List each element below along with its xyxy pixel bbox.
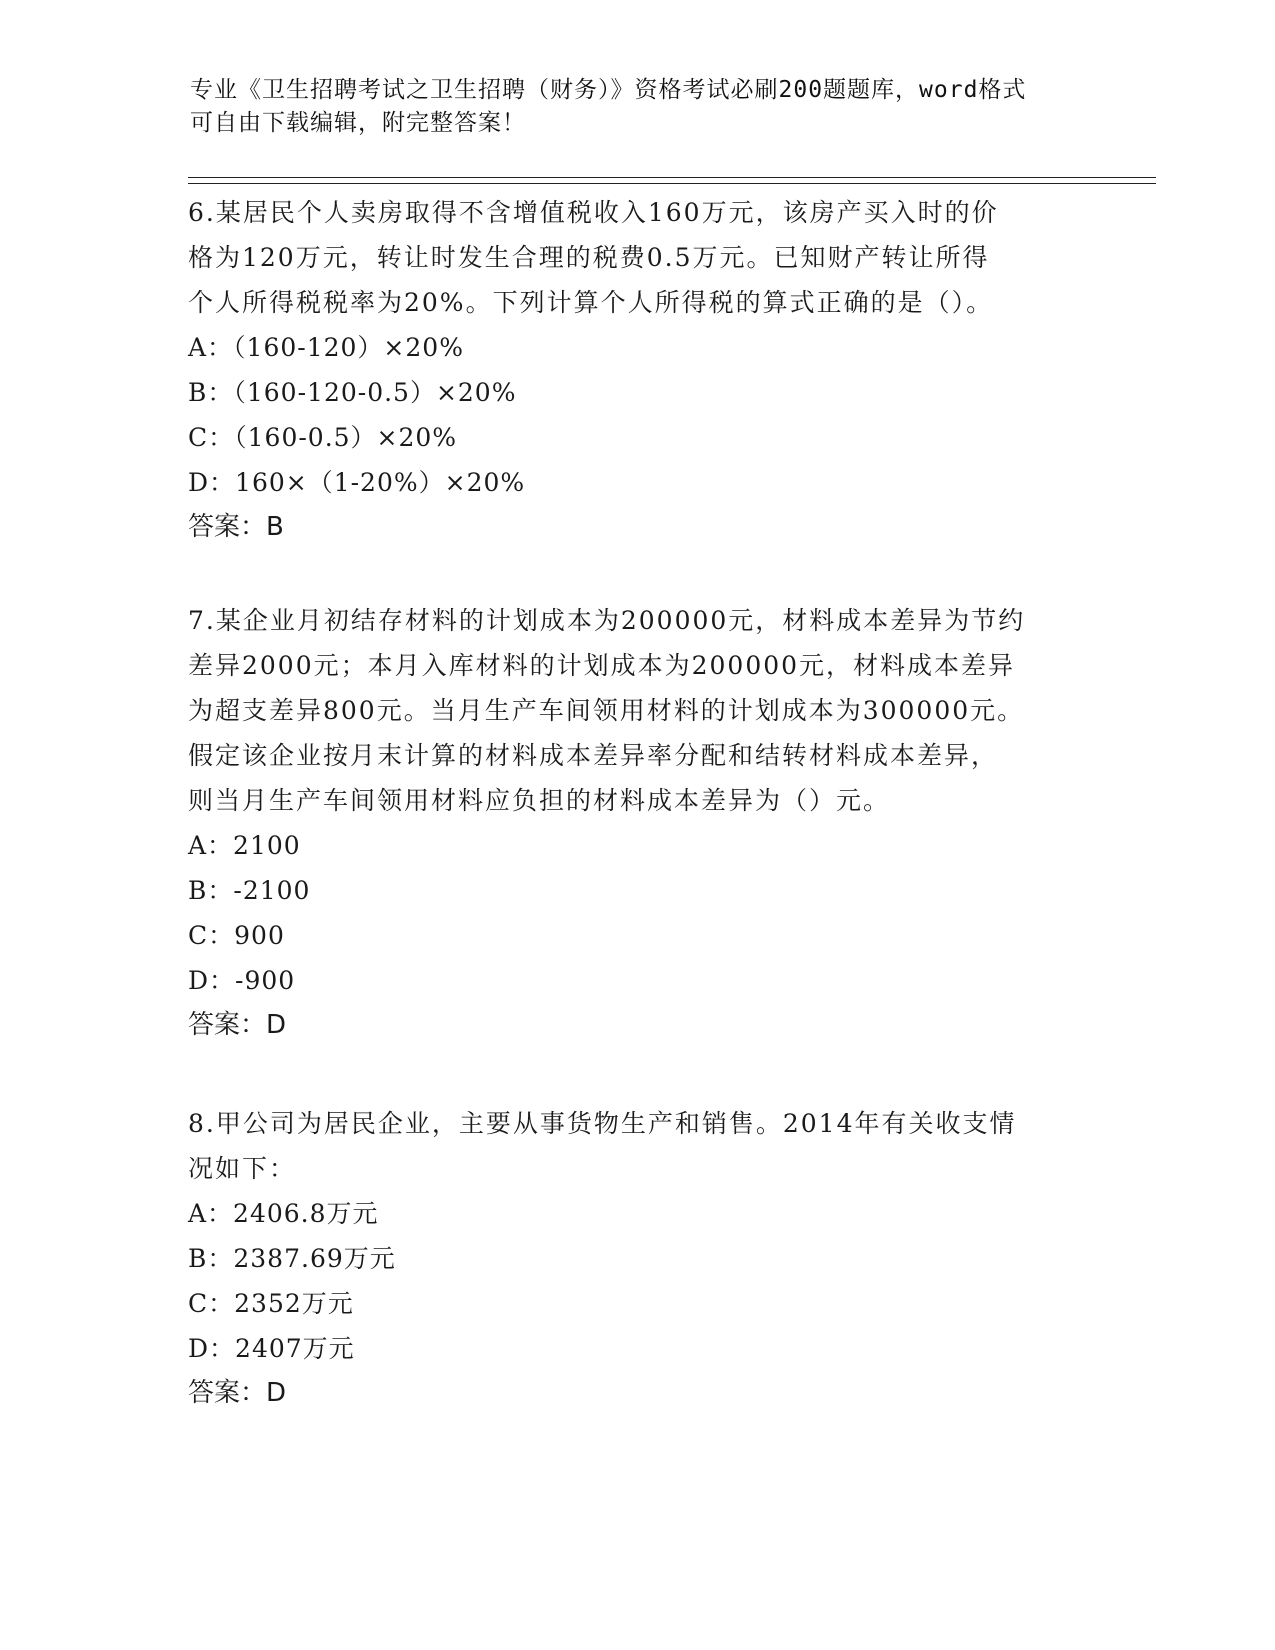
- option-d: D：-900: [188, 966, 296, 995]
- option-a: A：2406.8万元: [188, 1199, 379, 1228]
- question-text-line: 7.某企业月初结存材料的计划成本为200000元，材料成本差异为节约: [188, 606, 1026, 635]
- question-text-line: 假定该企业按月末计算的材料成本差异率分配和结转材料成本差异，: [188, 741, 999, 770]
- question-text-line: 格为120万元，转让时发生合理的税费0.5万元。已知财产转让所得: [188, 243, 990, 272]
- option-b: B：（160-120-0.5）×20%: [188, 378, 517, 407]
- option-c: C：900: [188, 921, 285, 950]
- answer-label: 答案：D: [188, 1010, 287, 1040]
- header-divider-top: [188, 177, 1156, 178]
- option-d: D：2407万元: [188, 1334, 355, 1363]
- question-8: [188, 1101, 1088, 1416]
- document-header: [190, 74, 1090, 140]
- option-b: B：2387.69万元: [188, 1244, 396, 1273]
- answer-label: 答案：D: [188, 1378, 287, 1408]
- answer-label: 答案：B: [188, 512, 284, 542]
- header-divider-bottom: [188, 183, 1156, 184]
- option-b: B：-2100: [188, 876, 311, 905]
- question-text-line: 6.某居民个人卖房取得不含增值税收入160万元，该房产买入时的价: [188, 198, 999, 227]
- question-text-line: 况如下：: [188, 1154, 297, 1183]
- header-line: 可自由下载编辑，附完整答案！: [190, 110, 526, 136]
- question-text-line: 8.甲公司为居民企业，主要从事货物生产和销售。2014年有关收支情: [188, 1109, 1017, 1138]
- option-a: A：2100: [188, 831, 301, 860]
- option-a: A：（160-120）×20%: [188, 333, 464, 362]
- option-c: C：2352万元: [188, 1289, 354, 1318]
- question-6: [188, 190, 1088, 550]
- question-text-line: 差异2000元；本月入库材料的计划成本为200000元，材料成本差异: [188, 651, 1016, 680]
- option-c: C：（160-0.5）×20%: [188, 423, 458, 452]
- question-text-line: 为超支差异800元。当月生产车间领用材料的计划成本为300000元。: [188, 696, 1025, 725]
- question-text-line: 个人所得税税率为20%。下列计算个人所得税的算式正确的是（）。: [188, 288, 994, 317]
- option-d: D：160×（1-20%）×20%: [188, 468, 526, 497]
- question-7: [188, 598, 1088, 1048]
- question-text-line: 则当月生产车间领用材料应负担的材料成本差异为（）元。: [188, 786, 891, 815]
- header-line: 专业《卫生招聘考试之卫生招聘（财务）》资格考试必刷200题题库，word格式: [190, 77, 1027, 103]
